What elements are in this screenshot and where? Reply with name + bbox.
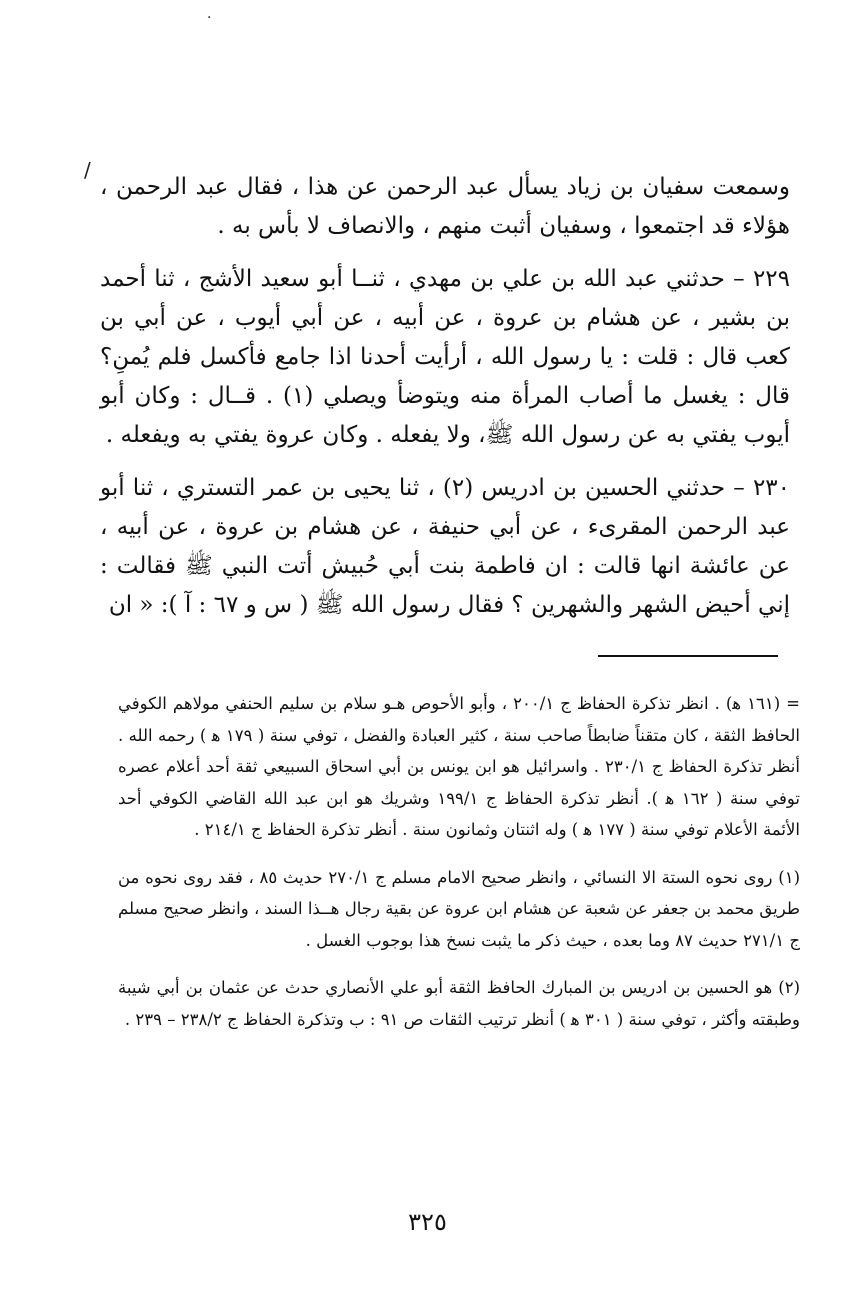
footnote-separator [598, 655, 778, 657]
main-text [100, 168, 790, 625]
stray-dot-mark: · [207, 10, 212, 26]
paragraph-gap [100, 246, 790, 260]
hadith-229: ٢٢٩ – حدثني عبد الله بن علي بن مهدي ، ثنــا أبو سعيد الأشج ، ثنا أحمد بن بشير ، عن هشام بن عروة ، عن أبيه ، عن أبي أيوب ، عن أبي بن كعب قال : قلت : يا رسول الله ، أرأيت أحدنا اذا جامع فأكسل فلم يُمنِ؟ قال : يغسل ما أصاب المرأة منه ويتوضأ ويصلي (١) . قــال : وكان أبو أيوب يفتي به عن رسول الله ﷺ، ولا يفعله . وكان عروة يفتي به ويفعله . [100, 266, 790, 448]
footnotes [118, 688, 800, 1051]
hadith-230: ٢٣٠ – حدثني الحسين بن ادريس (٢) ، ثنا يحيى بن عمر التستري ، ثنا أبو عبد الرحمن المقرىء ، عن أبي حنيفة ، عن هشام بن عروة ، عن أبيه ، عن عائشة انها قالت : ان فاطمة بنت أبي حُبيش أتت النبي ﷺ فقالت : إني أحيض الشهر والشهرين ؟ فقال رسول الله ﷺ ( س و ٦٧ : آ ): « ان [100, 475, 790, 618]
page-number: ٣٢٥ [408, 1208, 447, 1236]
paragraph-gap [100, 455, 790, 469]
paragraph-intro: وسمعت سفيان بن زياد يسأل عبد الرحمن عن هذا ، فقال عبد الرحمن ، هؤلاء قد اجتمعوا ، وسفيان أثبت منهم ، والانصاف لا بأس به . [100, 174, 790, 239]
stray-pencil-mark: / [84, 158, 91, 182]
footnote-2: (٢) هو الحسين بن ادريس بن المبارك الحافظ الثقة أبو علي الأنصاري حدث عن عثمان بن أبي شيبة وطبقته وأكثر ، توفي سنة ( ٣٠١ ﻫ ) أنظر ترتيب الثقات ص ٩١ : ب وتذكرة الحفاظ ج ٢٣٨/٢ – ٢٣٩ . [118, 978, 800, 1029]
footnote-continued: = (١٦١ ﻫ) . انظر تذكرة الحفاظ ج ٢٠٠/١ ، وأبو الأحوص هـو سلام بن سليم الحنفي مولاهم الكوفي الحافظ الثقة ، كان متقناً ضابطاً صاحب سنة ، كثير العبادة والفضل ، توفي سنة ( ١٧٩ ﻫ ) رحمه الله . أنظر تذكرة الحفاظ ج ٢٣٠/١ . واسرائيل هو ابن يونس بن أبي اسحاق السبيعي ثقة أحد أعلام عصره توفي سنة ( ١٦٢ ﻫ ). أنظر تذكرة الحفاظ ج ١٩٩/١ وشريك هو ابن عبد الله القاضي الكوفي أحد الأئمة الأعلام توفي سنة ( ١٧٧ ﻫ ) وله اثنتان وثمانون سنة . أنظر تذكرة الحفاظ ج ٢١٤/١ . [118, 694, 800, 839]
footnote-1: (١) روى نحوه الستة الا النسائي ، وانظر صحيح الامام مسلم ج ٢٧٠/١ حديث ٨٥ ، فقد روى نحوه من طريق محمد بن جعفر عن شعبة عن هشام ابن عروة عن بقية رجال هــذا السند ، وانظر صحيح مسلم ج ٢٧١/١ حديث ٨٧ وما بعده ، حيث ذكر ما يثبت نسخ هذا بوجوب الغسل . [118, 867, 800, 950]
